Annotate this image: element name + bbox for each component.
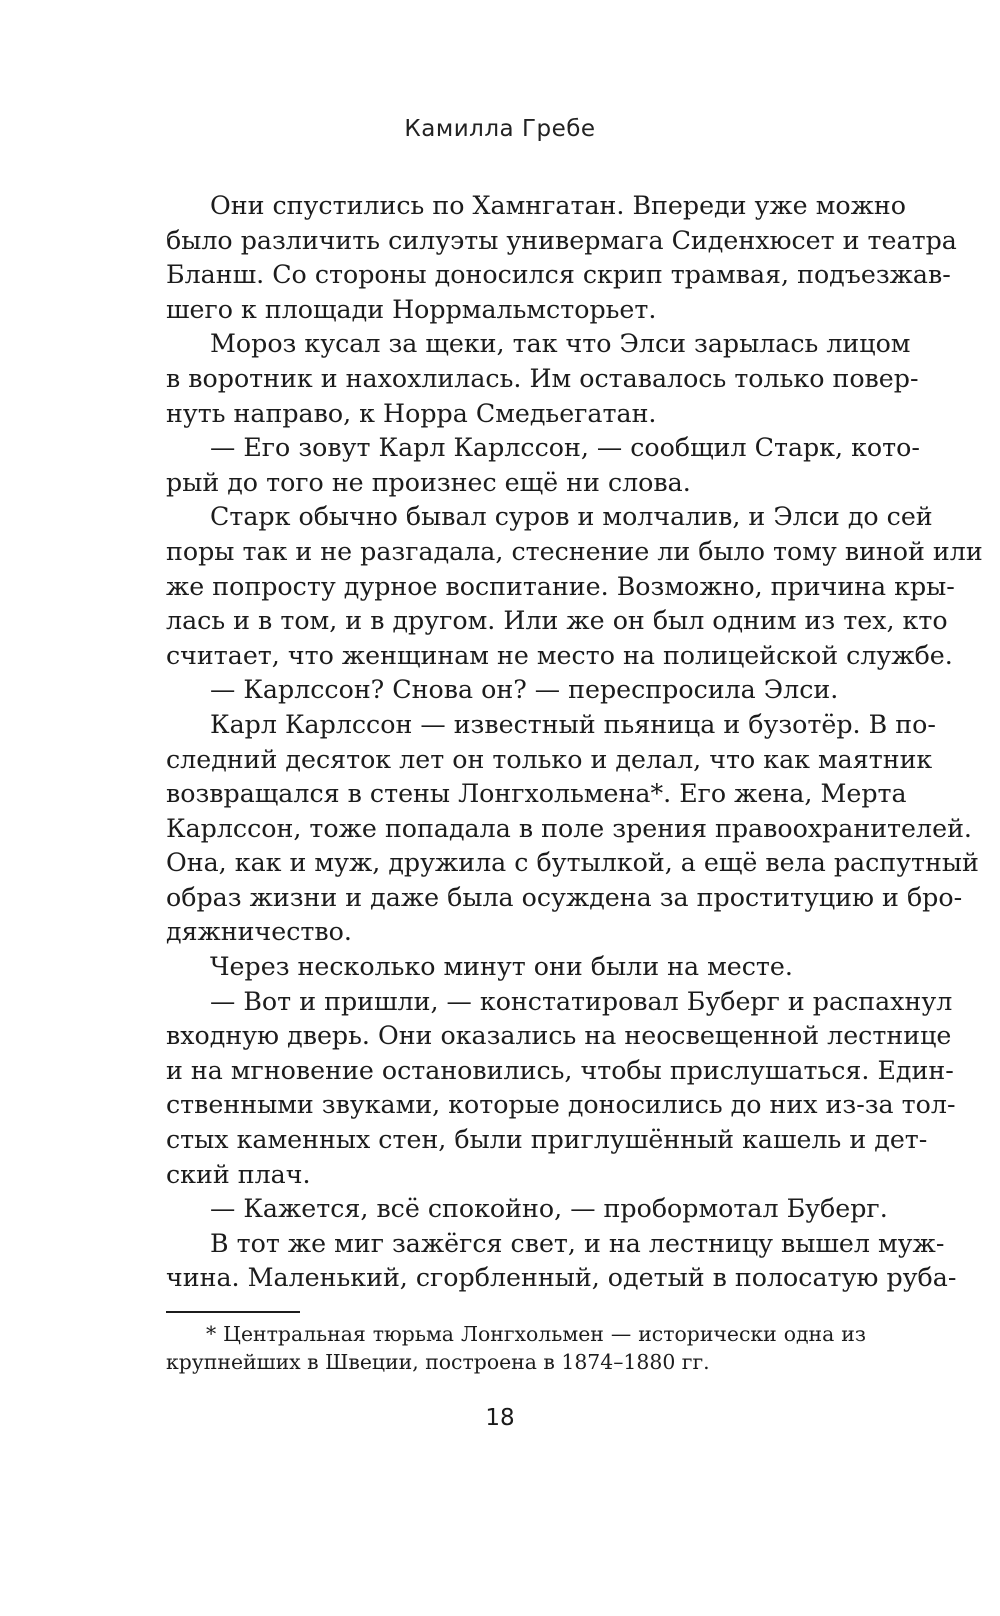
text-line: было различить силуэты универмага Сиденхюсет и театра [166,225,957,255]
text-line: входную дверь. Они оказались на неосвещенной лестнице [166,1021,952,1051]
footnote-divider [166,1311,300,1313]
text-line: дяжничество. [166,917,352,947]
text-line: — Вот и пришли, — констатировал Буберг и распахнул [210,986,953,1016]
text-line: Карл Карлссон — известный пьяница и бузотёр. В по- [210,709,936,739]
text-line: поры так и не разгадала, стеснение ли было тому виной или [166,536,983,566]
text-line: возвращался в стены Лонгхольмена*. Его жена, Мерта [166,779,907,809]
page-number: 18 [485,1405,515,1431]
text-line: — Кажется, всё спокойно, — пробормотал Буберг. [210,1194,888,1224]
text-line: же попросту дурное воспитание. Возможно, причина кры- [166,571,955,601]
text-line: Мороз кусал за щеки, так что Элси зарылась лицом [210,329,911,359]
text-line: образ жизни и даже была осуждена за проституцию и бро- [166,882,963,912]
text-line: Бланш. Со стороны доносился скрип трамвая, подъезжав- [166,260,951,290]
text-line: ский плач. [166,1159,311,1189]
text-line: рый до того не произнес ещё ни слова. [166,467,691,497]
text-line: следний десяток лет он только и делал, что как маятник [166,744,933,774]
text-line: Они спустились по Хамнгатан. Впереди уже можно [210,191,906,220]
running-header-author: Камилла Гребе [404,116,596,142]
footnote-line: крупнейших в Швеции, построена в 1874–1880 гг. [166,1350,710,1374]
text-line: — Карлссон? Снова он? — переспросила Элси. [210,675,839,705]
text-line: Через несколько минут они были на месте. [210,952,793,982]
text-line: Старк обычно бывал суров и молчалив, и Элси до сей [210,502,933,532]
footnote-line: * Центральная тюрьма Лонгхольмен — исторически одна из [206,1322,866,1346]
text-line: ственными звуками, которые доносились до них из-за тол- [166,1090,956,1120]
text-line: стых каменных стен, были приглушённый кашель и дет- [166,1125,928,1155]
text-line: чина. Маленький, сгорбленный, одетый в полосатую руба- [166,1263,957,1293]
text-line: — Его зовут Карл Карлссон, — сообщил Старк, кото- [210,433,920,463]
text-line: лась и в том, и в другом. Или же он был одним из тех, кто [166,606,948,636]
text-line: считает, что женщинам не место на полицейской службе. [166,640,953,670]
footnote [166,1320,866,1376]
body-text [166,189,983,1296]
text-line: нуть направо, к Норра Смедьегатан. [166,398,657,428]
text-line: Карлссон, тоже попадала в поле зрения правоохранителей. [166,813,972,843]
text-line: Она, как и муж, дружила с бутылкой, а ещё вела распутный [166,848,979,878]
text-line: и на мгновение остановились, чтобы прислушаться. Един- [166,1055,954,1085]
text-line: в воротник и нахохлилась. Им оставалось только повер- [166,363,919,393]
text-line: В тот же миг зажёгся свет, и на лестницу вышел муж- [210,1228,945,1258]
text-line: шего к площади Норрмальмсторьет. [166,294,657,324]
